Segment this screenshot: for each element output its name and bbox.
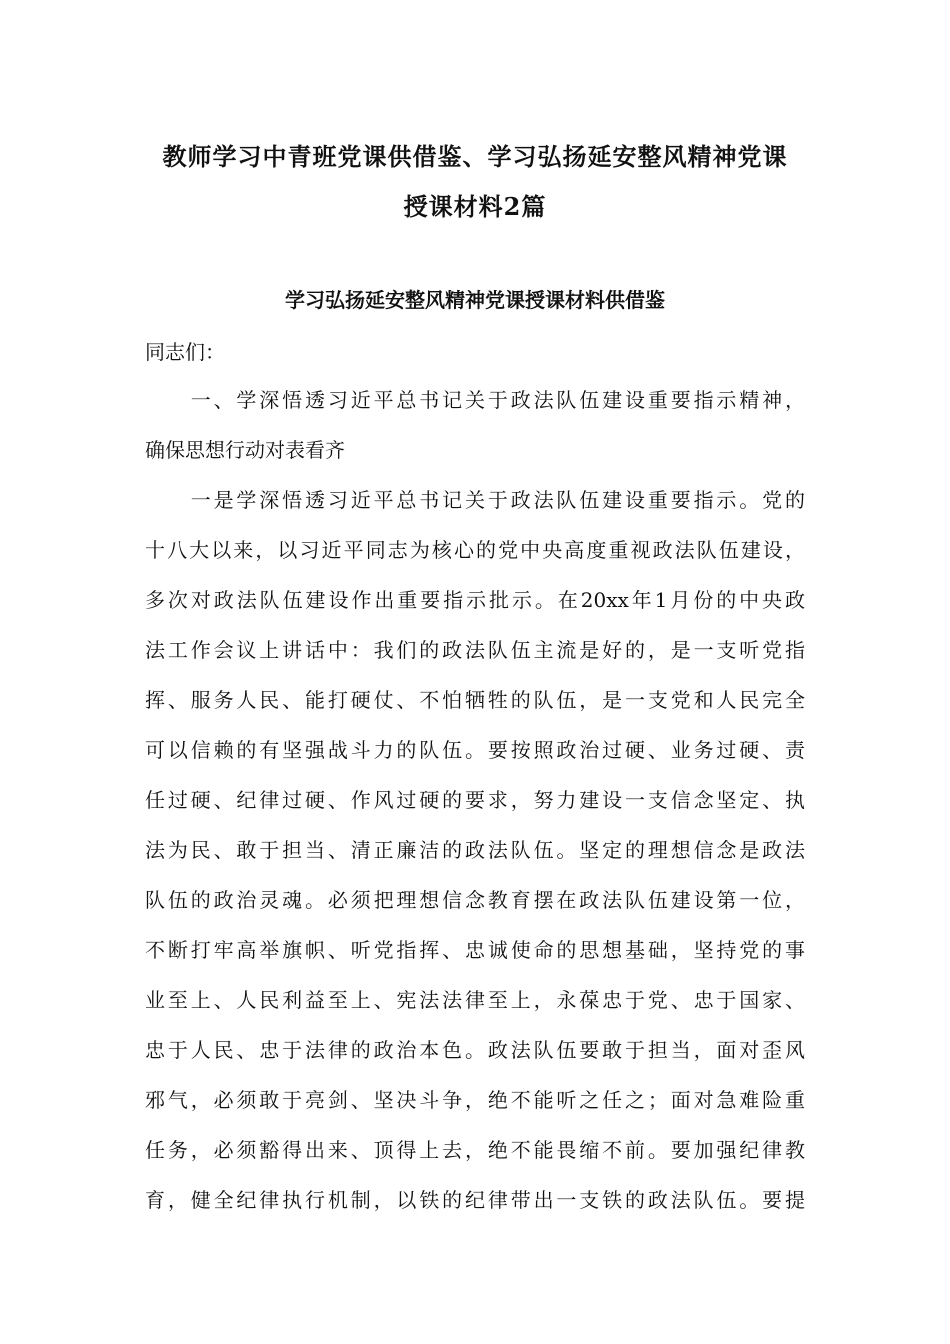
- paragraph-line: 法为民、敢于担当、清正廉洁的政法队伍。坚定的理想信念是政法: [145, 838, 805, 862]
- paragraph-line: 业至上、人民利益至上、宪法法律至上，永葆忠于党、忠于国家、: [145, 988, 805, 1012]
- document-title-line-2: 授课材料2篇: [403, 192, 547, 221]
- paragraph-line: 一是学深悟透习近平总书记关于政法队伍建设重要指示。党的: [145, 488, 805, 512]
- salutation: 同志们：: [145, 340, 225, 364]
- paragraph-one: [145, 475, 805, 1225]
- paragraph-line: 法工作会议上讲话中：我们的政法队伍主流是好的，是一支听党指: [145, 638, 805, 662]
- heading-one-line: 一、学深悟透习近平总书记关于政法队伍建设重要指示精神，: [145, 388, 805, 412]
- heading-one: [145, 375, 805, 475]
- document-title-line-1: 教师学习中青班党课供借鉴、学习弘扬延安整风精神党课: [162, 142, 788, 171]
- document-title: [145, 132, 805, 232]
- paragraph-line: 队伍的政治灵魂。必须把理想信念教育摆在政法队伍建设第一位，: [145, 888, 805, 912]
- paragraph-line: 十八大以来，以习近平同志为核心的党中央高度重视政法队伍建设，: [145, 538, 805, 562]
- paragraph-line: 邪气，必须敢于亮剑、坚决斗争，绝不能听之任之；面对急难险重: [145, 1088, 805, 1112]
- paragraph-line: 任过硬、纪律过硬、作风过硬的要求，努力建设一支信念坚定、执: [145, 788, 805, 812]
- paragraph-line: 不断打牢高举旗帜、听党指挥、忠诚使命的思想基础，坚持党的事: [145, 938, 805, 962]
- paragraph-line: 忠于人民、忠于法律的政治本色。政法队伍要敢于担当，面对歪风: [145, 1038, 805, 1062]
- paragraph-line: 可以信赖的有坚强战斗力的队伍。要按照政治过硬、业务过硬、责: [145, 738, 805, 762]
- paragraph-line: 任务，必须豁得出来、顶得上去，绝不能畏缩不前。要加强纪律教: [145, 1138, 805, 1162]
- section-title: 学习弘扬延安整风精神党课授课材料供借鉴: [285, 288, 665, 312]
- paragraph-line: 育，健全纪律执行机制，以铁的纪律带出一支铁的政法队伍。要提: [145, 1188, 805, 1212]
- heading-one-line: 确保思想行动对表看齐: [145, 438, 345, 462]
- paragraph-line: 多次对政法队伍建设作出重要指示批示。在20xx年1月份的中央政: [145, 588, 805, 612]
- paragraph-line: 挥、服务人民、能打硬仗、不怕牺牲的队伍，是一支党和人民完全: [145, 688, 805, 712]
